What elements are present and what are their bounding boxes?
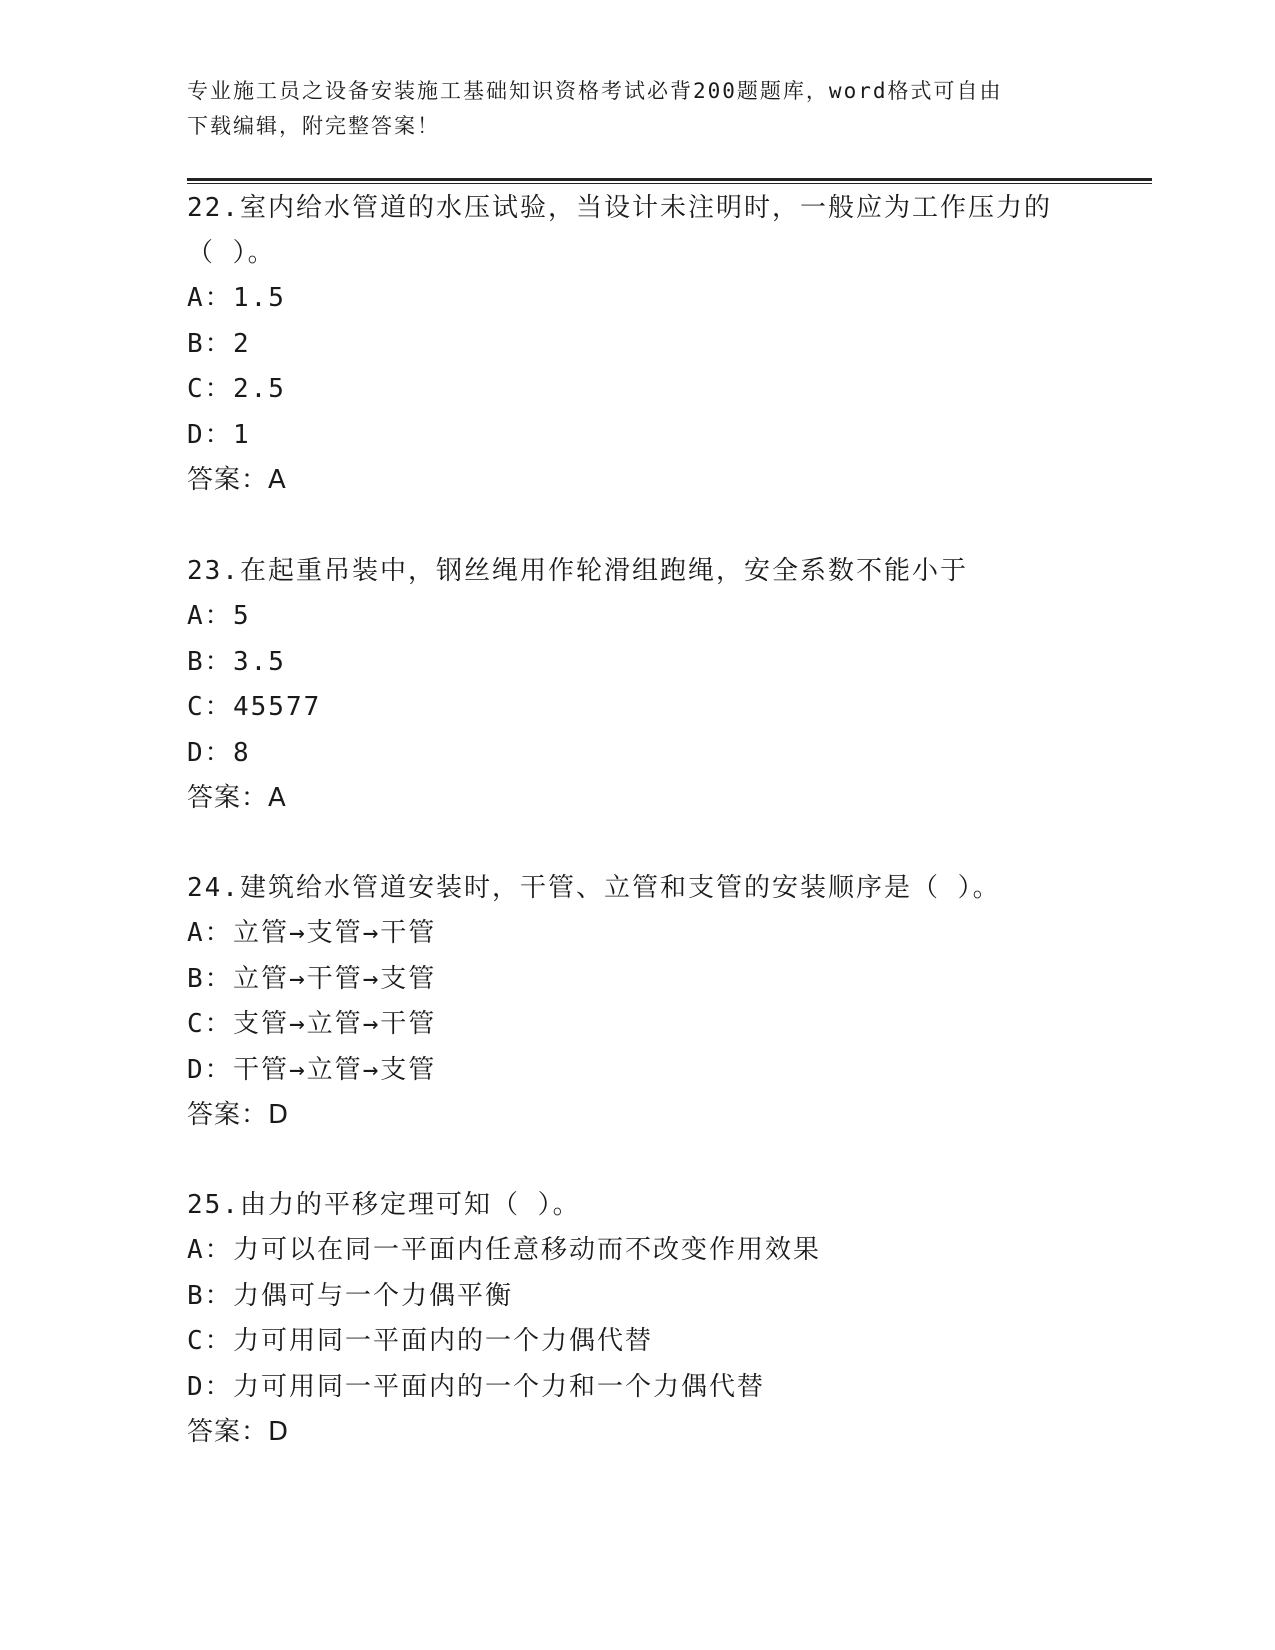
option-text: 干管→立管→支管	[233, 1054, 437, 1085]
header-divider-thick	[187, 178, 1152, 181]
option-text: 2.5	[233, 374, 286, 404]
option-key: A：	[187, 601, 233, 631]
option-text: 支管→立管→干管	[233, 1009, 437, 1039]
option-key: D：	[187, 737, 233, 768]
question-23	[187, 549, 1087, 821]
option-key: B：	[187, 646, 233, 677]
header-title-line-2: 下载编辑，附完整答案！	[187, 114, 440, 138]
answer-line: 答案：D	[187, 1100, 290, 1130]
option-key: D：	[187, 419, 233, 450]
option-key: C：	[187, 692, 233, 722]
option-a	[187, 594, 1087, 640]
option-b	[187, 957, 1087, 1003]
option-text: 1.5	[233, 283, 286, 313]
option-text: 力可用同一平面内的一个力和一个力偶代替	[233, 1371, 766, 1402]
option-a	[187, 1228, 1087, 1274]
header-title-line-1: 专业施工员之设备安装施工基础知识资格考试必背200题题库，word格式可自由	[187, 79, 1003, 103]
option-b	[187, 1274, 1087, 1320]
option-key: A：	[187, 1235, 233, 1265]
option-text: 2	[233, 328, 251, 359]
question-22	[187, 186, 1087, 503]
option-d	[187, 731, 1087, 777]
option-key: B：	[187, 328, 233, 359]
option-text: 立管→干管→支管	[233, 963, 437, 994]
option-c	[187, 1002, 1087, 1048]
option-c	[187, 367, 1087, 413]
question-stem: 24.建筑给水管道安装时，干管、立管和支管的安装顺序是（ ）。	[187, 873, 1001, 903]
question-stem-continued: （ ）。	[187, 238, 276, 268]
option-key: C：	[187, 1326, 233, 1356]
option-text: 5	[233, 601, 251, 631]
option-key: B：	[187, 1280, 233, 1311]
option-text: 3.5	[233, 646, 286, 677]
question-stem: 22.室内给水管道的水压试验，当设计未注明时，一般应为工作压力的	[187, 193, 1052, 223]
answer-line: 答案：D	[187, 1417, 290, 1447]
option-text: 8	[233, 737, 251, 768]
option-key: D：	[187, 1054, 233, 1085]
option-c	[187, 1319, 1087, 1365]
option-key: C：	[187, 1009, 233, 1039]
answer-line: 答案：A	[187, 465, 287, 495]
option-key: A：	[187, 283, 233, 313]
question-25	[187, 1183, 1087, 1455]
question-stem: 23.在起重吊装中，钢丝绳用作轮滑组跑绳，安全系数不能小于	[187, 556, 968, 586]
option-text: 力可以在同一平面内任意移动而不改变作用效果	[233, 1235, 822, 1265]
option-d	[187, 413, 1087, 459]
option-d	[187, 1048, 1087, 1094]
option-text: 力偶可与一个力偶平衡	[233, 1280, 514, 1311]
option-text: 力可用同一平面内的一个力偶代替	[233, 1326, 654, 1356]
option-key: C：	[187, 374, 233, 404]
option-text: 1	[233, 419, 251, 450]
option-d	[187, 1365, 1087, 1411]
option-a	[187, 911, 1087, 957]
option-text: 45577	[233, 692, 322, 722]
option-key: A：	[187, 918, 233, 948]
option-key: D：	[187, 1371, 233, 1402]
option-c	[187, 685, 1087, 731]
option-text: 立管→支管→干管	[233, 918, 437, 948]
question-24	[187, 866, 1087, 1138]
header-divider-thin	[187, 183, 1152, 184]
document-header	[187, 74, 1067, 144]
option-key: B：	[187, 963, 233, 994]
question-stem: 25.由力的平移定理可知（ ）。	[187, 1190, 581, 1220]
answer-line: 答案：A	[187, 783, 287, 813]
option-b	[187, 322, 1087, 368]
option-b	[187, 640, 1087, 686]
option-a	[187, 276, 1087, 322]
